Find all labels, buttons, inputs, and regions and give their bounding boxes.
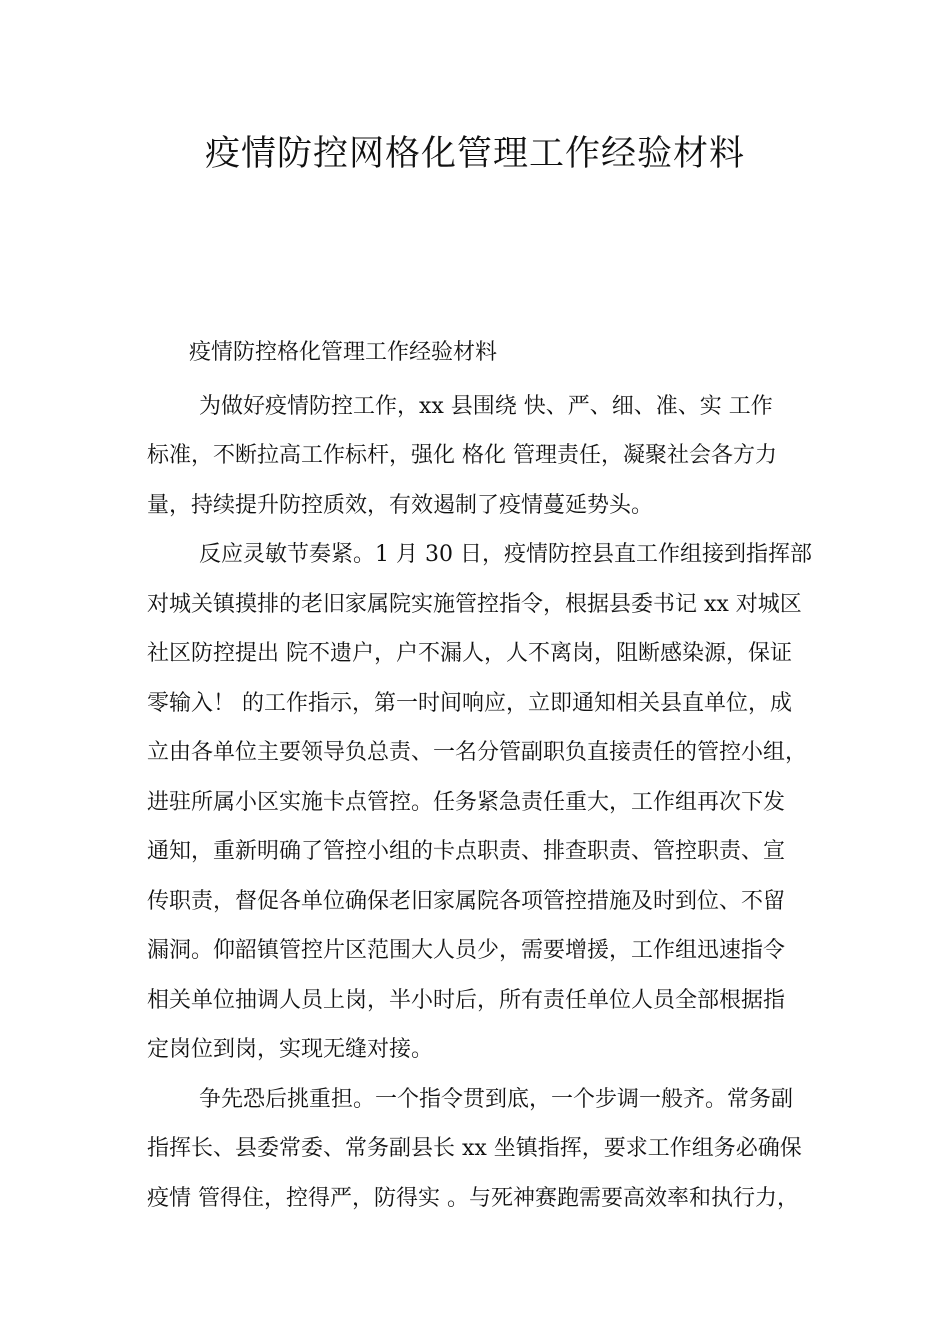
paragraph-line: 立由各单位主要领导负总责、一名分管副职负直接责任的管控小组， xyxy=(147,740,808,765)
paragraph-line: 进驻所属小区实施卡点管控。任务紧急责任重大，工作组再次下发 xyxy=(147,789,786,815)
paragraph-line: 反应灵敏节奏紧。1 月 30 日，疫情防控县直工作组接到指挥部 xyxy=(199,542,812,567)
paragraph-line: 指挥长、县委常委、常务副县长 xx 坐镇指挥，要求工作组务必确保 xyxy=(147,1136,802,1161)
paragraph-line: 相关单位抽调人员上岗，半小时后，所有责任单位人员全部根据指 xyxy=(147,987,786,1013)
paragraph-1 xyxy=(147,382,827,531)
paragraph-line: 定岗位到岗，实现无缝对接。 xyxy=(147,1037,434,1062)
paragraph-line: 社区防控提出 院不遗户，户不漏人，人不离岗，阻断感染源，保证 xyxy=(147,641,792,666)
document-body xyxy=(147,328,827,1223)
paragraph-line: 传职责，督促各单位确保老旧家属院各项管控措施及时到位、不留 xyxy=(147,888,786,914)
paragraph-line: 标准，不断拉高工作标杆，强化 格化 管理责任，凝聚社会各方力 xyxy=(147,443,777,468)
paragraph-line: 通知，重新明确了管控小组的卡点职责、排查职责、管控职责、宣 xyxy=(147,839,786,864)
paragraph-line: 争先恐后挑重担。一个指令贯到底，一个步调一般齐。常务副 xyxy=(199,1086,794,1112)
paragraph-line: 疫情 管得住，控得严，防得实 。与死神赛跑需要高效率和执行力， xyxy=(147,1185,799,1211)
document-subtitle: 疫情防控格化管理工作经验材料 xyxy=(189,340,498,365)
paragraph-line: 为做好疫情防控工作，xx 县围绕 快、严、细、准、实 工作 xyxy=(199,393,773,419)
paragraph-line: 对城关镇摸排的老旧家属院实施管控指令，根据县委书记 xx 对城区 xyxy=(147,591,802,617)
paragraph-line: 漏洞。仰韶镇管控片区范围大人员少，需要增援，工作组迅速指令 xyxy=(147,938,786,963)
paragraph-2 xyxy=(147,530,827,1075)
paragraph-3 xyxy=(147,1075,827,1224)
document-title: 疫情防控网格化管理工作经验材料 xyxy=(204,134,745,174)
paragraph-line: 量，持续提升防控质效，有效遏制了疫情蔓延势头。 xyxy=(147,492,654,518)
paragraph-line: 零输入！ 的工作指示，第一时间响应，立即通知相关县直单位，成 xyxy=(147,690,792,716)
